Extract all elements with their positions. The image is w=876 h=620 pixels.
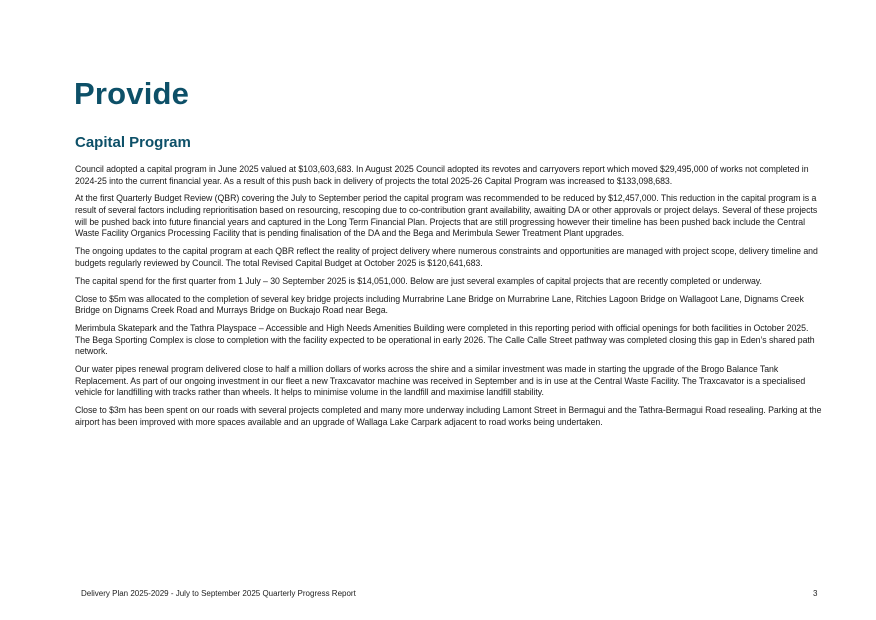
paragraph: The ongoing updates to the capital program at each QBR reflect the reality of project delivery where numerous constraints and opportunities are managed with project scope, delivery timeline and budgets regularly reviewed by Council. The total Revised Capital Budget at October 2025 is $120,641,683. — [75, 246, 818, 268]
paragraph: Merimbula Skatepark and the Tathra Playspace – Accessible and High Needs Amenities Building were completed in this reporting period with official openings for both facilities in October 2025. The Bega Sporting Complex is close to completion with the facility expected to be operational in early 2026. The Calle Calle Street pathway was completed closing this gap in Eden’s shared path network. — [75, 323, 815, 357]
page-number: 3 — [813, 589, 818, 598]
paragraph: Our water pipes renewal program delivered close to half a million dollars of works across the shire and a similar investment was made in starting the upgrade of the Brogo Balance Tank Replacement. As part of our ongoing investment in our fleet a new Traxcavator machine was received in September and is in use at the Central Waste Facility. The Traxcavator is a specialised vehicle for landfilling with tracks rather than wheels. It helps to minimise volume in the landfill and maximise landfill stability. — [75, 364, 806, 398]
paragraph: The capital spend for the first quarter from 1 July – 30 September 2025 is $14,051,000. Below are just several examples of capital projects that are recently completed or underway. — [75, 275, 762, 286]
body-text — [75, 164, 825, 435]
section-heading: Capital Program — [75, 134, 191, 151]
footer-text: Delivery Plan 2025-2029 - July to September 2025 Quarterly Progress Report — [81, 589, 356, 598]
paragraph: Close to $3m has been spent on our roads with several projects completed and many more underway including Lamont Street in Bermagui and the Tathra-Bermagui Road resealing. Parking at the airport has been improved with more spaces available and an upgrade of Wallaga Lake Carpark adjacent to road works being undertaken. — [75, 405, 822, 427]
paragraph: At the first Quarterly Budget Review (QBR) covering the July to September period the capital program was recommended to be reduced by $12,457,000. This reduction in the capital program is a result of several factors including reprioritisation based on resourcing, rescoping due to co-contribution grant availability, awaiting DA or other approvals or project delays. Several of these projects will be pushed back into future financial years and captured in the Long Term Financial Plan. Projects that are still progressing however their timeline has been pushed back include the Central Waste Facility Organics Processing Facility that is pending finalisation of the DA and the Bega and Merimbula Sewer Treatment Plant upgrades. — [75, 193, 818, 239]
paragraph: Close to $5m was allocated to the completion of several key bridge projects including Murrabrine Lane Bridge on Murrabrine Lane, Ritchies Lagoon Bridge on Wallagoot Lane, Dignams Creek Bridge on Dignams Creek Road and Murrays Bridge on Buckajo Road near Bega. — [75, 293, 804, 316]
page-title: Provide — [74, 76, 190, 111]
paragraph: Council adopted a capital program in June 2025 valued at $103,603,683. In August 2025 Council adopted its revotes and carryovers report which moved $29,495,000 of works not completed in 2024-25 into the current financial year. As a result of this push back in delivery of projects the total 2025-26 Capital Program was increased to $133,098,683. — [75, 164, 809, 186]
